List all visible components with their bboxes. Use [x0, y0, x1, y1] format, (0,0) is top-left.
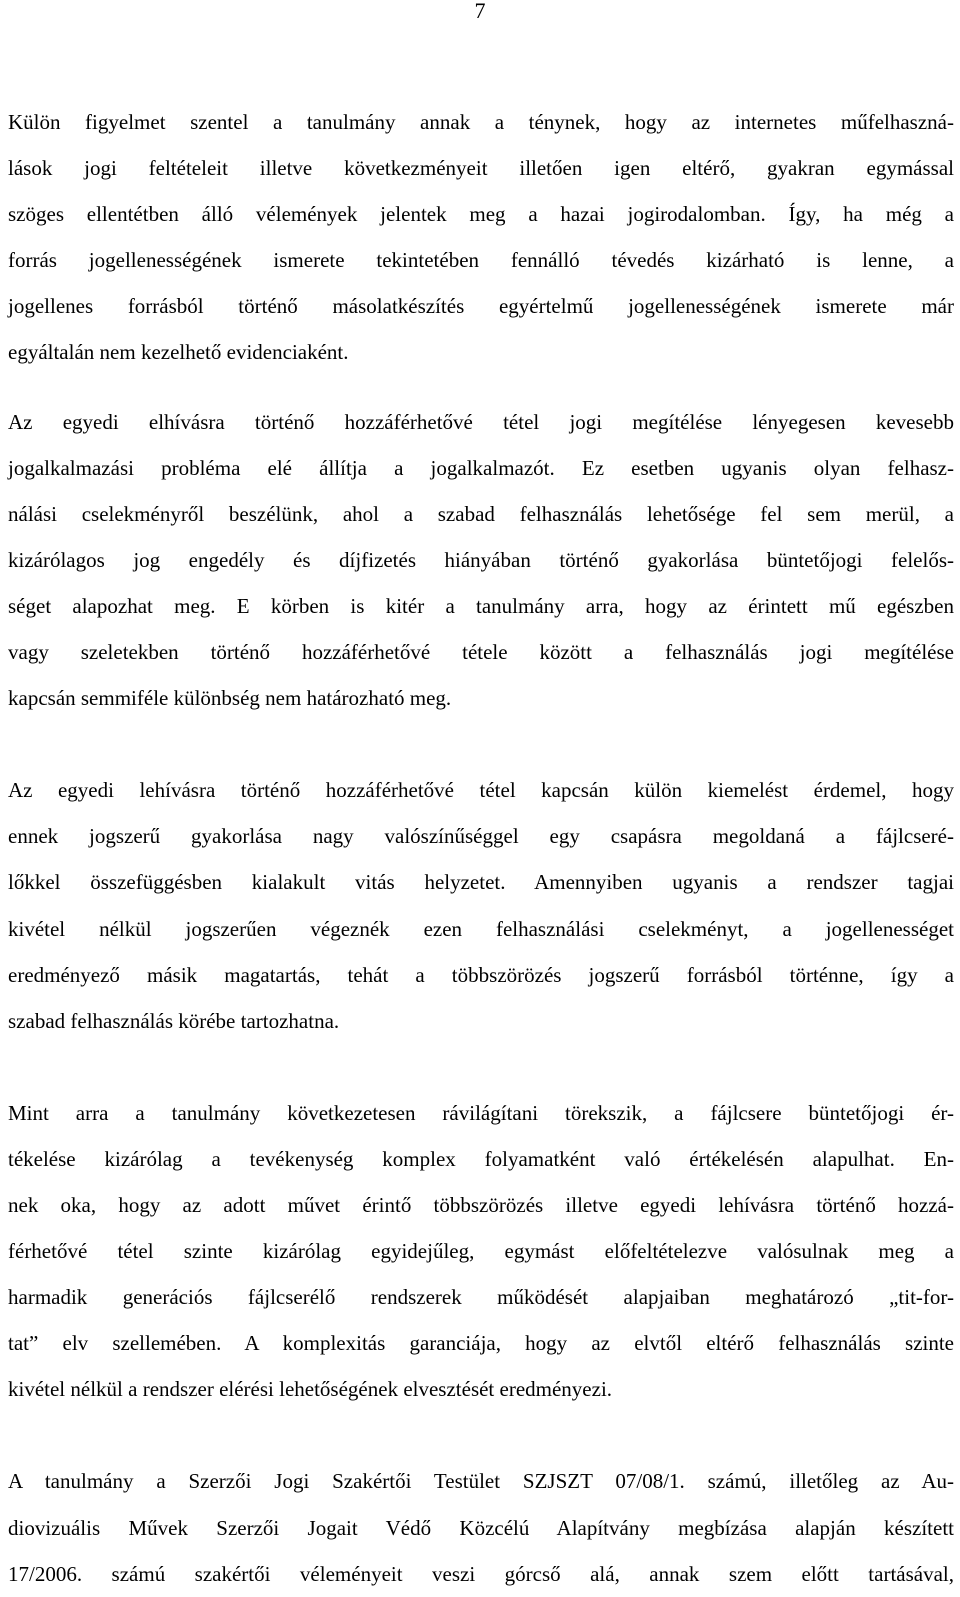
paragraph-4 [8, 1090, 954, 1413]
text-line: tékelése kizárólag a tevékenység komplex folyamatként való értékelésén alapulhat. En- [8, 1146, 954, 1171]
text-line: Az egyedi elhívásra történő hozzáférhetővé tétel jogi megítélése lényegesen kevesebb [8, 409, 954, 434]
text-line: lőkkel összefüggésben kialakult vitás helyzetet. Amennyiben ugyanis a rendszer tagjai [8, 870, 954, 895]
text-line: harmadik generációs fájlcserélő rendszerek működését alapjaiban meghatározó „tit-for- [8, 1285, 954, 1310]
text-line: kivétel nélkül a rendszer elérési lehetőségének elvesztését eredményezi. [8, 1377, 613, 1402]
text-line: kapcsán semmiféle különbség nem határozható meg. [8, 686, 452, 711]
text-line: nálási cselekményről beszélünk, ahol a szabad felhasználás lehetősége fel sem merül, a [8, 501, 954, 526]
text-line: tat” elv szellemében. A komplexitás garanciája, hogy az elvtől eltérő felhasználás szinte [8, 1331, 954, 1356]
text-line: jogellenes forrásból történő másolatkészítés egyértelmű jogellenességének ismerete már [8, 294, 954, 319]
text-line: lások jogi feltételeit illetve következményeit illetően igen eltérő, gyakran egymással [8, 156, 954, 181]
text-line: férhetővé tétel szinte kizárólag egyidejűleg, egymást előfeltételezve valósulnak meg a [8, 1239, 954, 1264]
text-line: séget alapozhat meg. E körben is kitér a tanulmány arra, hogy az érintett mű egészben [8, 593, 954, 618]
text-line: nek oka, hogy az adott művet érintő többszörözés illetve egyedi lehívásra történő hozzá- [8, 1192, 954, 1217]
text-line: ennek jogszerű gyakorlása nagy valószínűséggel egy csapásra megoldaná a fájlcseré- [8, 824, 954, 849]
text-line: forrás jogellenességének ismerete tekintetében fennálló tévedés kizárható is lenne, a [8, 248, 954, 273]
text-line: kizárólagos jog engedély és díjfizetés hiányában történő gyakorlása büntetőjogi felelős- [8, 547, 954, 572]
text-line: eredményező másik magatartás, tehát a többszörözés jogszerű forrásból történne, így a [8, 962, 954, 987]
paragraph-3 [8, 767, 954, 1044]
text-line: A tanulmány a Szerzői Jogi Szakértői Testület SZJSZT 07/08/1. számú, illetőleg az Au- [8, 1469, 954, 1494]
page-number: 7 [474, 0, 486, 23]
text-line: vagy szeletekben történő hozzáférhetővé tétele között a felhasználás jogi megítélése [8, 640, 954, 665]
text-line: szabad felhasználás körébe tartozhatna. [8, 1008, 340, 1033]
text-line: Az egyedi lehívásra történő hozzáférhetővé tétel kapcsán külön kiemelést érdemel, hogy [8, 778, 954, 803]
paragraph-2 [8, 399, 954, 722]
text-line: 17/2006. számú szakértői véleményeit veszi górcső alá, annak szem előtt tartásával, [8, 1561, 954, 1586]
text-line: szöges ellentétben álló vélemények jelentek meg a hazai jogirodalomban. Így, ha még a [8, 202, 954, 227]
text-line: egyáltalán nem kezelhető evidenciaként. [8, 340, 349, 365]
text-line: jogalkalmazási probléma elé állítja a jogalkalmazót. Ez esetben ugyanis olyan felhasz- [8, 455, 954, 480]
paragraph-1 [8, 99, 954, 376]
text-line: kivétel nélkül jogszerűen végeznék ezen felhasználási cselekményt, a jogellenességet [8, 916, 954, 941]
text-line: Mint arra a tanulmány következetesen rávilágítani törekszik, a fájlcsere büntetőjogi ér- [8, 1100, 954, 1125]
text-line: diovizuális Művek Szerzői Jogait Védő Közcélú Alapítvány megbízása alapján készített [8, 1515, 954, 1540]
document-body [8, 99, 954, 1597]
text-line: Külön figyelmet szentel a tanulmány annak a ténynek, hogy az internetes műfelhaszná- [8, 110, 954, 134]
